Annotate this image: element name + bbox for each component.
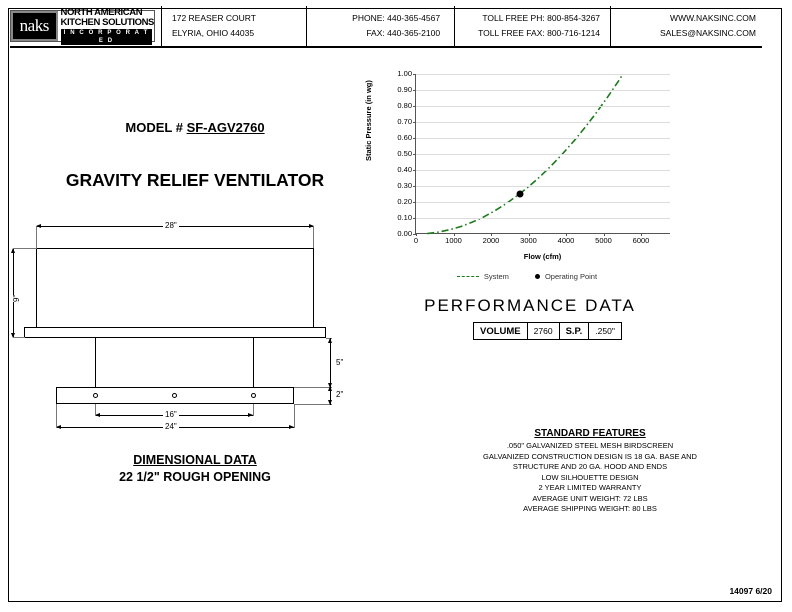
model-label: MODEL # bbox=[125, 120, 187, 135]
y-tick-mark bbox=[413, 122, 416, 123]
dim-label-curb: 2" bbox=[336, 390, 344, 399]
x-tick-label: 5000 bbox=[595, 236, 612, 245]
chart-x-axis-label: Flow (cfm) bbox=[523, 252, 562, 261]
logo-line-2: KITCHEN SOLUTIONS bbox=[60, 16, 154, 28]
volume-value: 2760 bbox=[527, 323, 559, 340]
phone-block bbox=[307, 6, 455, 46]
naks-logo-icon: naks bbox=[11, 11, 58, 41]
ext-line-base-right bbox=[294, 404, 295, 428]
chart-gridline bbox=[416, 106, 670, 107]
standard-features-title: STANDARD FEATURES bbox=[534, 428, 646, 439]
volume-label: VOLUME bbox=[474, 323, 528, 340]
dim-label-hole-spacing: 16" bbox=[165, 410, 177, 419]
chart-gridline bbox=[416, 218, 670, 219]
feature-line: AVERAGE SHIPPING WEIGHT: 80 LBS bbox=[523, 504, 657, 513]
logo-wordmark bbox=[58, 6, 154, 44]
feature-line: STRUCTURE AND 20 GA. HOOD AND ENDS bbox=[512, 462, 668, 471]
chart-gridline bbox=[416, 74, 670, 75]
dimensional-data-title: DIMENSIONAL DATA bbox=[133, 453, 257, 467]
x-tick-label: 0 bbox=[413, 236, 419, 245]
y-tick-mark bbox=[413, 106, 416, 107]
mounting-hole-right bbox=[251, 393, 256, 398]
y-tick-label: 0.10 bbox=[397, 213, 412, 222]
x-tick-label: 3000 bbox=[520, 236, 537, 245]
dim-arrow-curb-top bbox=[328, 386, 332, 391]
mounting-hole-center bbox=[172, 393, 177, 398]
logo-line-3: I N C O R P O R A T E D bbox=[61, 29, 152, 45]
dim-label-gap: 5" bbox=[336, 358, 344, 367]
y-tick-mark bbox=[413, 218, 416, 219]
operating-point-marker bbox=[516, 191, 523, 198]
y-tick-label: 0.60 bbox=[397, 133, 412, 142]
dim-label-base-width: 24" bbox=[165, 422, 177, 431]
y-tick-label: 0.70 bbox=[397, 117, 412, 126]
y-tick-mark bbox=[413, 170, 416, 171]
ext-line-base-left bbox=[56, 404, 57, 428]
support-leg-left bbox=[95, 338, 96, 388]
chart-plot-area bbox=[397, 69, 670, 245]
toll-free-fax: TOLL FREE FAX: 800-716-1214 bbox=[478, 28, 601, 38]
dim-label-width: 28" bbox=[165, 221, 177, 230]
tollfree-block bbox=[455, 6, 610, 46]
company-logo bbox=[10, 6, 155, 44]
web-block bbox=[611, 6, 762, 46]
chart-gridline bbox=[416, 122, 670, 123]
legend-label-system: System bbox=[483, 272, 509, 281]
y-tick-mark bbox=[413, 186, 416, 187]
email-address: SALES@NAKSINC.COM bbox=[659, 28, 756, 38]
chart-gridline bbox=[416, 138, 670, 139]
y-tick-mark bbox=[413, 202, 416, 203]
chart-y-axis-label: Static Pressure (in wg) bbox=[364, 80, 373, 161]
page-header bbox=[10, 6, 762, 48]
ext-line-hole-left bbox=[95, 404, 96, 416]
y-tick-mark bbox=[413, 138, 416, 139]
ext-line-height-bottom bbox=[13, 337, 25, 338]
rough-opening-text: 22 1/2" ROUGH OPENING bbox=[119, 470, 271, 484]
chart-gridline bbox=[416, 154, 670, 155]
mounting-hole-left bbox=[93, 393, 98, 398]
toll-free-phone: TOLL FREE PH: 800-854-3267 bbox=[482, 13, 601, 23]
standard-features-list bbox=[420, 441, 760, 515]
ext-line-hole-right bbox=[253, 404, 254, 416]
dot-marker-icon bbox=[535, 274, 540, 279]
y-tick-label: 0.50 bbox=[397, 149, 412, 158]
sp-value: .250" bbox=[589, 323, 622, 340]
address-line-1: 172 REASER COURT bbox=[172, 13, 256, 23]
ext-line-height-top bbox=[13, 248, 37, 249]
y-tick-label: 0.90 bbox=[397, 85, 412, 94]
website-url: WWW.NAKSINC.COM bbox=[670, 13, 756, 23]
x-tick-label: 1000 bbox=[445, 236, 462, 245]
dimensional-drawing bbox=[0, 210, 360, 430]
address-line-2: ELYRIA, OHIO 44035 bbox=[172, 28, 255, 38]
chart-gridline bbox=[416, 202, 670, 203]
base-flange bbox=[24, 327, 326, 338]
model-number: SF-AGV2760 bbox=[186, 120, 265, 135]
y-tick-label: 0.20 bbox=[397, 197, 412, 206]
support-leg-right bbox=[253, 338, 254, 388]
phone-number: PHONE: 440-365-4567 bbox=[352, 13, 441, 23]
dashed-line-icon bbox=[457, 276, 479, 277]
performance-data-title: PERFORMANCE DATA bbox=[424, 296, 636, 315]
dim-label-height: 9" bbox=[12, 294, 21, 302]
y-tick-mark bbox=[413, 90, 416, 91]
dim-line-gap bbox=[330, 338, 331, 388]
legend-item-system bbox=[457, 272, 509, 281]
y-tick-label: 0.40 bbox=[397, 165, 412, 174]
feature-line: GALVANIZED CONSTRUCTION DESIGN IS 18 GA. BASE AND bbox=[483, 451, 697, 461]
page-title: GRAVITY RELIEF VENTILATOR bbox=[65, 170, 325, 190]
chart-gridline bbox=[416, 90, 670, 91]
y-tick-label: 0.30 bbox=[397, 181, 412, 190]
y-tick-label: 0.80 bbox=[397, 101, 412, 110]
y-tick-mark bbox=[413, 74, 416, 75]
feature-line: AVERAGE UNIT WEIGHT: 72 LBS bbox=[532, 493, 648, 503]
ext-line-curb-top bbox=[294, 387, 332, 388]
logo-line-1: NORTH AMERICAN bbox=[60, 6, 143, 18]
hood-body bbox=[36, 248, 314, 328]
y-tick-label: 0.00 bbox=[397, 229, 412, 238]
feature-line: .050" GALVANIZED STEEL MESH BIRDSCREEN bbox=[506, 441, 674, 450]
ext-line-curb-bottom bbox=[294, 404, 332, 405]
performance-chart bbox=[362, 66, 692, 266]
standard-features bbox=[420, 428, 760, 515]
sp-label: S.P. bbox=[559, 323, 589, 340]
x-tick-label: 4000 bbox=[557, 236, 575, 245]
fax-number: FAX: 440-365-2100 bbox=[366, 28, 441, 38]
feature-line: LOW SILHOUETTE DESIGN bbox=[541, 472, 639, 482]
dim-line-height bbox=[13, 248, 14, 338]
chart-gridline bbox=[416, 186, 670, 187]
performance-data-table bbox=[473, 322, 622, 340]
x-tick-label: 2000 bbox=[482, 236, 500, 245]
dim-arrow-gap-top bbox=[328, 338, 332, 343]
y-tick-mark bbox=[413, 154, 416, 155]
dim-arrow-curb-bottom bbox=[328, 400, 332, 405]
y-tick-label: 1.00 bbox=[397, 69, 412, 78]
document-code: 14097 6/20 bbox=[729, 586, 772, 596]
x-tick-label: 6000 bbox=[632, 236, 650, 245]
chart-gridline bbox=[416, 170, 670, 171]
dimensional-data-caption bbox=[20, 452, 370, 486]
table-row bbox=[474, 323, 622, 340]
address-block bbox=[162, 6, 306, 46]
legend-label-operating-point: Operating Point bbox=[544, 272, 598, 281]
legend-item-operating-point bbox=[535, 272, 597, 281]
model-line bbox=[30, 120, 360, 135]
chart-legend bbox=[362, 272, 692, 281]
feature-line: 2 YEAR LIMITED WARRANTY bbox=[538, 483, 642, 492]
